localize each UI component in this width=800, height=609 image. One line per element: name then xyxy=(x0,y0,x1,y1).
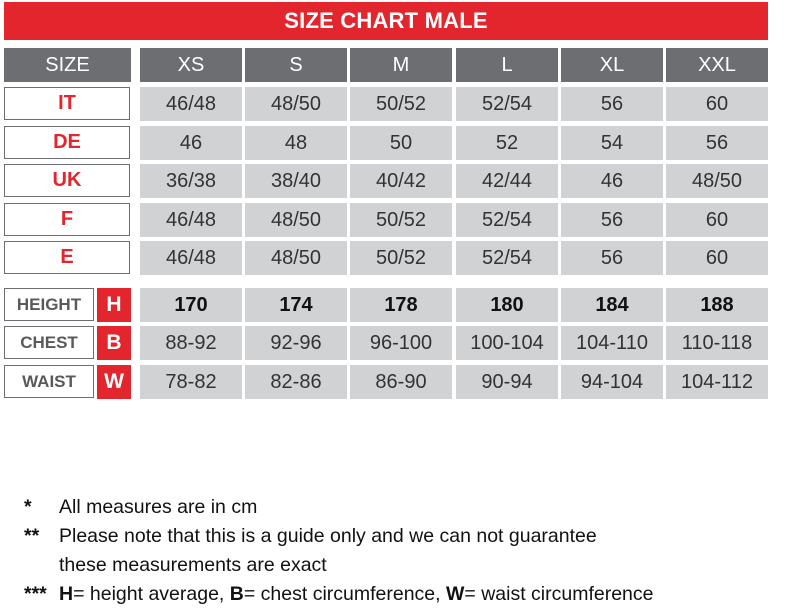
measure-letter-badge: B xyxy=(97,326,131,360)
measure-label: WAIST xyxy=(4,365,94,398)
measure-label: HEIGHT xyxy=(4,288,94,321)
size-cell: 40/42 xyxy=(350,164,452,198)
size-cell: 46 xyxy=(140,126,242,160)
size-cell: 48 xyxy=(245,126,347,160)
size-cell: 46/48 xyxy=(140,87,242,121)
footnote-2-line1: Please note that this is a guide only and we can not guarantee xyxy=(59,525,597,547)
size-cell: 52/54 xyxy=(456,203,558,237)
size-cell: 56 xyxy=(666,126,768,160)
measure-cell: 78-82 xyxy=(140,365,242,399)
size-cell: 38/40 xyxy=(245,164,347,198)
footnote-h-desc: = height average, xyxy=(73,583,230,605)
size-column-header: XXL xyxy=(666,48,768,82)
footnote-2 xyxy=(24,522,654,580)
footnote-b-key: B xyxy=(229,583,244,605)
size-cell: 46/48 xyxy=(140,203,242,237)
footnotes xyxy=(24,493,654,609)
size-cell: 60 xyxy=(666,241,768,275)
size-cell: 46/48 xyxy=(140,241,242,275)
footnote-2-line2: these measurements are exact xyxy=(59,554,327,576)
size-cell: 50 xyxy=(350,126,452,160)
size-column-header: XS xyxy=(140,48,242,82)
country-label: F xyxy=(4,203,130,236)
chart-title: SIZE CHART MALE xyxy=(4,2,768,40)
footnote-3 xyxy=(24,580,654,609)
footnote-1 xyxy=(24,493,654,522)
size-cell: 48/50 xyxy=(666,164,768,198)
size-column-header: XL xyxy=(561,48,663,82)
size-cell: 46 xyxy=(561,164,663,198)
size-cell: 56 xyxy=(561,241,663,275)
footnote-w-desc: = waist circumference xyxy=(464,583,654,605)
measure-cell: 104-112 xyxy=(666,365,768,399)
footnote-3-mark: *** xyxy=(24,583,47,605)
measure-cell: 92-96 xyxy=(245,326,347,360)
measure-cell: 86-90 xyxy=(350,365,452,399)
footnote-1-text: All measures are in cm xyxy=(59,496,258,518)
country-label: UK xyxy=(4,164,130,197)
size-cell: 56 xyxy=(561,203,663,237)
size-cell: 60 xyxy=(666,87,768,121)
measure-cell: 88-92 xyxy=(140,326,242,360)
measure-cell: 170 xyxy=(140,288,242,322)
size-cell: 48/50 xyxy=(245,87,347,121)
measure-cell: 178 xyxy=(350,288,452,322)
size-cell: 48/50 xyxy=(245,241,347,275)
measure-label: CHEST xyxy=(4,326,94,359)
size-cell: 50/52 xyxy=(350,87,452,121)
country-label: E xyxy=(4,241,130,274)
measure-cell: 82-86 xyxy=(245,365,347,399)
size-cell: 52/54 xyxy=(456,241,558,275)
footnote-2-mark: ** xyxy=(24,525,40,547)
size-column-header: S xyxy=(245,48,347,82)
footnote-3-text xyxy=(59,580,654,609)
country-label: IT xyxy=(4,87,130,120)
size-cell: 50/52 xyxy=(350,241,452,275)
measure-cell: 94-104 xyxy=(561,365,663,399)
size-cell: 50/52 xyxy=(350,203,452,237)
measure-letter-badge: W xyxy=(97,365,131,399)
size-header: SIZE xyxy=(4,48,131,82)
measure-cell: 174 xyxy=(245,288,347,322)
measure-cell: 100-104 xyxy=(456,326,558,360)
measure-cell: 188 xyxy=(666,288,768,322)
country-label: DE xyxy=(4,126,130,159)
size-cell: 42/44 xyxy=(456,164,558,198)
size-cell: 52/54 xyxy=(456,87,558,121)
measure-letter-badge: H xyxy=(97,288,131,322)
measure-cell: 96-100 xyxy=(350,326,452,360)
size-cell: 60 xyxy=(666,203,768,237)
measure-cell: 184 xyxy=(561,288,663,322)
size-column-header: M xyxy=(350,48,452,82)
measure-cell: 104-110 xyxy=(561,326,663,360)
size-cell: 48/50 xyxy=(245,203,347,237)
size-cell: 56 xyxy=(561,87,663,121)
measure-cell: 90-94 xyxy=(456,365,558,399)
size-column-header: L xyxy=(456,48,558,82)
size-cell: 54 xyxy=(561,126,663,160)
footnote-h-key: H xyxy=(59,583,74,605)
size-cell: 52 xyxy=(456,126,558,160)
footnote-b-desc: = chest circumference, xyxy=(243,583,446,605)
measure-cell: 180 xyxy=(456,288,558,322)
measure-cell: 110-118 xyxy=(666,326,768,360)
size-cell: 36/38 xyxy=(140,164,242,198)
footnote-1-mark: * xyxy=(24,496,32,518)
footnote-w-key: W xyxy=(445,583,465,605)
